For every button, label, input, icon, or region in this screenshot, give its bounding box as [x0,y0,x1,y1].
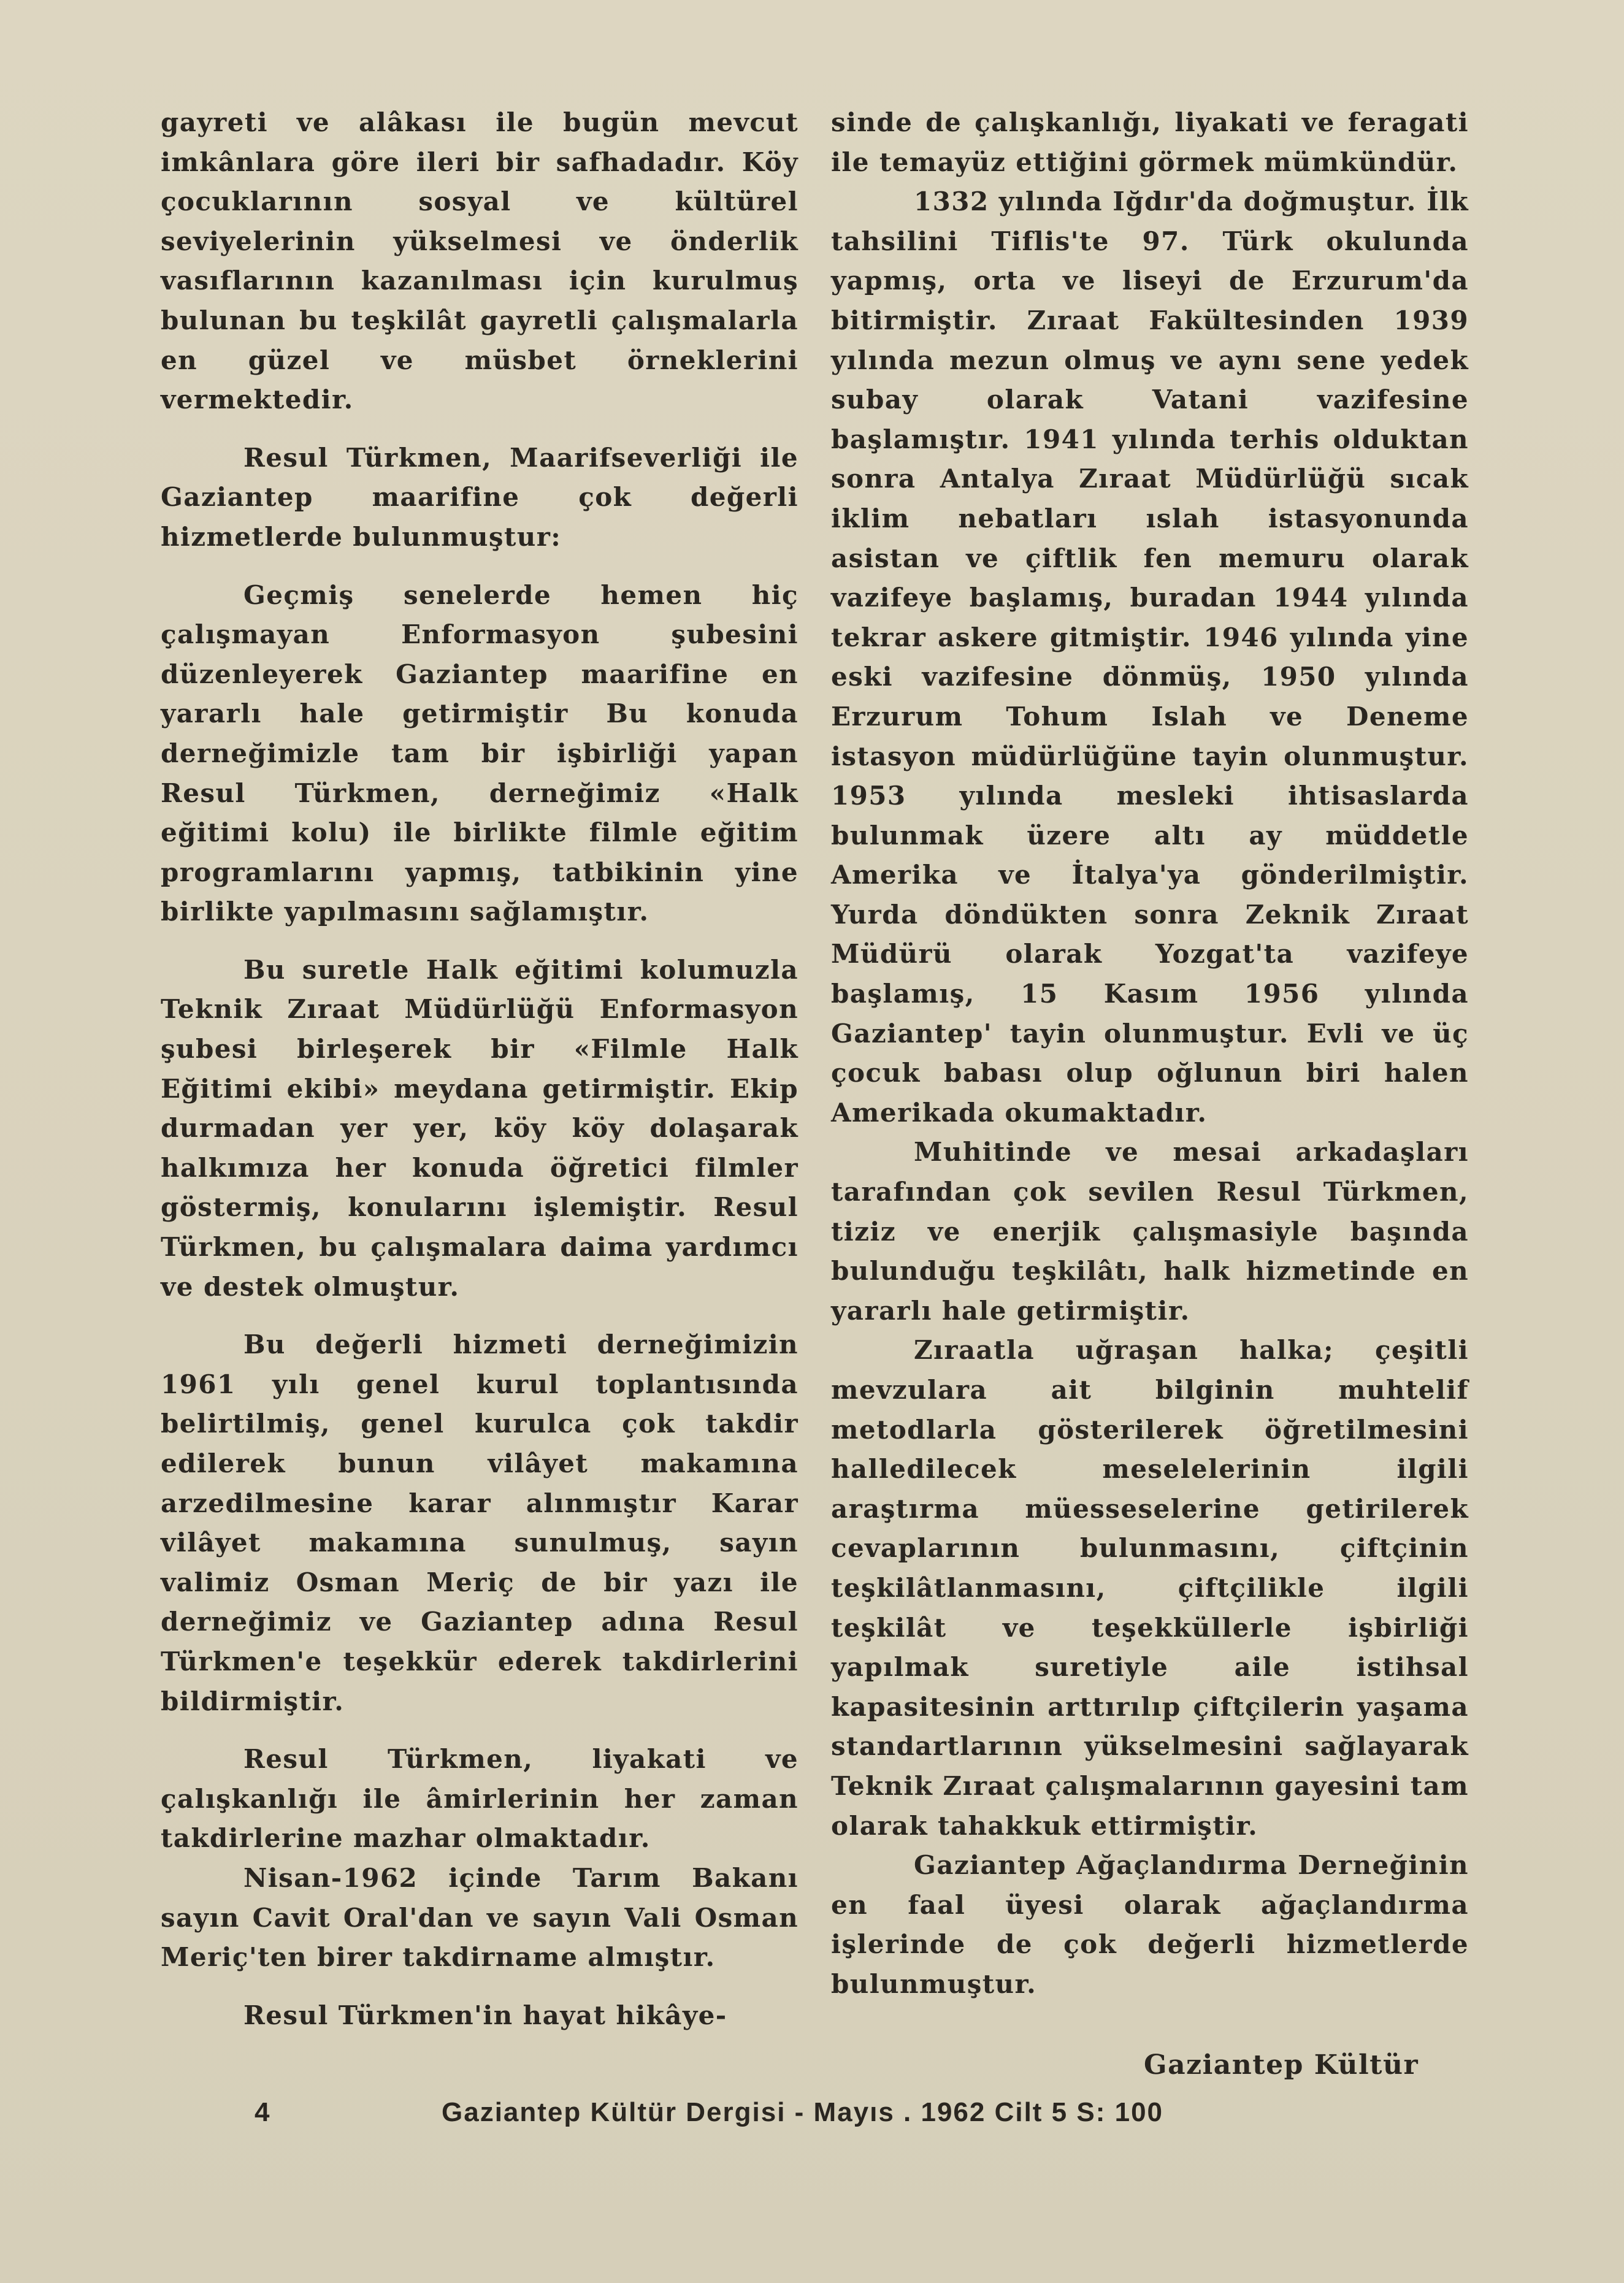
journal-info: Gaziantep Kültür Dergisi - Mayıs . 1962 Cilt 5 S: 100 [442,2097,1164,2127]
paragraph-left-6: Resul Türkmen, liyakati ve çalışkanlığı ile âmirlerinin her zaman takdirlerine mazhar olmaktadır. [161,1744,799,1854]
paragraph-left-1: gayreti ve alâkası ile bugün mevcut imkânlara göre ileri bir safhadadır. Köy çocuklarının sosyal ve kültürel seviyelerinin yükselmesi ve önderlik vasıflarının kazanılması için kurulmuş bulunan bu teşkilât gayretli çalışmalarla en güzel ve müsbet örneklerini vermektedir. [161,107,799,415]
page-footer [0,2097,1624,2146]
page-number: 4 [255,2097,270,2127]
paragraph-right-1: sinde de çalışkanlığı, liyakati ve feragati ile temayüz ettiğini görmek mümkündür. [831,107,1469,177]
paragraph-left-5: Bu değerli hizmeti derneğimizin 1961 yılı genel kurul toplantısında belirtilmiş, genel kurulca çok takdir edilerek bunun vilâyet makamına arzedilmesine karar alınmıştır Karar vilâyet makamına sunulmuş, sayın valimiz Osman Meriç de bir yazı ile derneğimiz ve Gaziantep adına Resul Türkmen'e teşekkür ederek takdirlerini bildirmiştir. [161,1329,799,1716]
paragraph-left-7: Nisan-1962 içinde Tarım Bakanı sayın Cavit Oral'dan ve sayın Vali Osman Meriç'ten birer takdirname almıştır. [161,1862,799,1973]
paragraph-right-5: Gaziantep Ağaçlandırma Derneğinin en faal üyesi olarak ağaçlandırma işlerinde de çok değerli hizmetlerde bulunmuştur. [831,1850,1469,1999]
paragraph-left-8: Resul Türkmen'in hayat hikâye- [243,2000,727,2030]
paragraph-right-2: 1332 yılında Iğdır'da doğmuştur. İlk tahsilini Tiflis'te 97. Türk okulunda yapmış, orta ve liseyi de Erzurum'da bitirmiştir. Zıraat Fakültesinden 1939 yılında mezun olmuş ve aynı sene yedek subay olarak Vatani vazifesine başlamıştır. 1941 yılında terhis olduktan sonra Antalya Zıraat Müdürlüğü sıcak iklim nebatları ıslah istasyonunda asistan ve çiftlik fen memuru olarak vazifeye başlamış, buradan 1944 yılında tekrar askere gitmiştir. 1946 yılında yine eski vazifesine dönmüş, 1950 yılında Erzurum Tohum Islah ve Deneme istasyon müdürlüğüne tayin olunmuştur. 1953 yılında mesleki ihtisaslarda bulunmak üzere altı ay müddetle Amerika ve İtalya'ya gönderilmiştir. Yurda döndükten sonra Zeknik Zıraat Müdürü olarak Yozgat'ta vazifeye başlamış, 15 Kasım 1956 yılında Gaziantep' tayin olunmuştur. Evli ve üç çocuk babası olup oğlunun biri halen Amerikada okumaktadır. [831,186,1469,1128]
paragraph-right-4: Zıraatla uğraşan halka; çeşitli mevzulara ait bilginin muhtelif metodlarla gösterilerek öğretilmesini halledilecek meselelerinin ilgili araştırma müesseselerine getirilerek cevaplarının bulunmasını, çiftçinin teşkilâtlanmasını, çiftçilikle ilgili teşkilât ve teşekküllerle işbirliği yapılmak suretiyle aile istihsal kapasitesinin arttırılıp çiftçilerin yaşama standartlarının yükselmesini sağlayarak Teknik Zıraat çalışmalarının gayesini tam olarak tahakkuk ettirmiştir. [831,1335,1469,1841]
paragraph-right-3: Muhitinde ve mesai arkadaşları tarafından çok sevilen Resul Türkmen, tiziz ve enerjik çalışmasiyle başında bulunduğu teşkilâtı, halk hizmetinde en yararlı hale getirmiştir. [831,1137,1469,1326]
signature: Gaziantep Kültür [1144,2049,1419,2081]
paragraph-left-2: Resul Türkmen, Maarifseverliği ile Gaziantep maarifine çok değerli hizmetlerde bulunmuştur: [161,442,799,552]
paragraph-left-4: Bu suretle Halk eğitimi kolumuzla Teknik Zıraat Müdürlüğü Enformasyon şubesi birleşerek bir «Filmle Halk Eğitimi ekibi» meydana getirmiştir. Ekip durmadan yer yer, köy köy dolaşarak halkımıza her konuda öğretici filmler göstermiş, konularını işlemiştir. Resul Türkmen, bu çalışmalara daima yardımcı ve destek olmuştur. [161,954,799,1302]
left-column [161,103,799,2035]
right-column [831,103,1469,2005]
paragraph-left-3: Geçmiş senelerde hemen hiç çalışmayan Enformasyon şubesini düzenleyerek Gaziantep maarifine en yararlı hale getirmiştir Bu konuda derneğimizle tam bir işbirliği yapan Resul Türkmen, derneğimiz «Halk eğitimi kolu) ile birlikte filmle eğitim programlarını yapmış, tatbikinin yine birlikte yapılmasını sağlamıştır. [161,579,799,927]
